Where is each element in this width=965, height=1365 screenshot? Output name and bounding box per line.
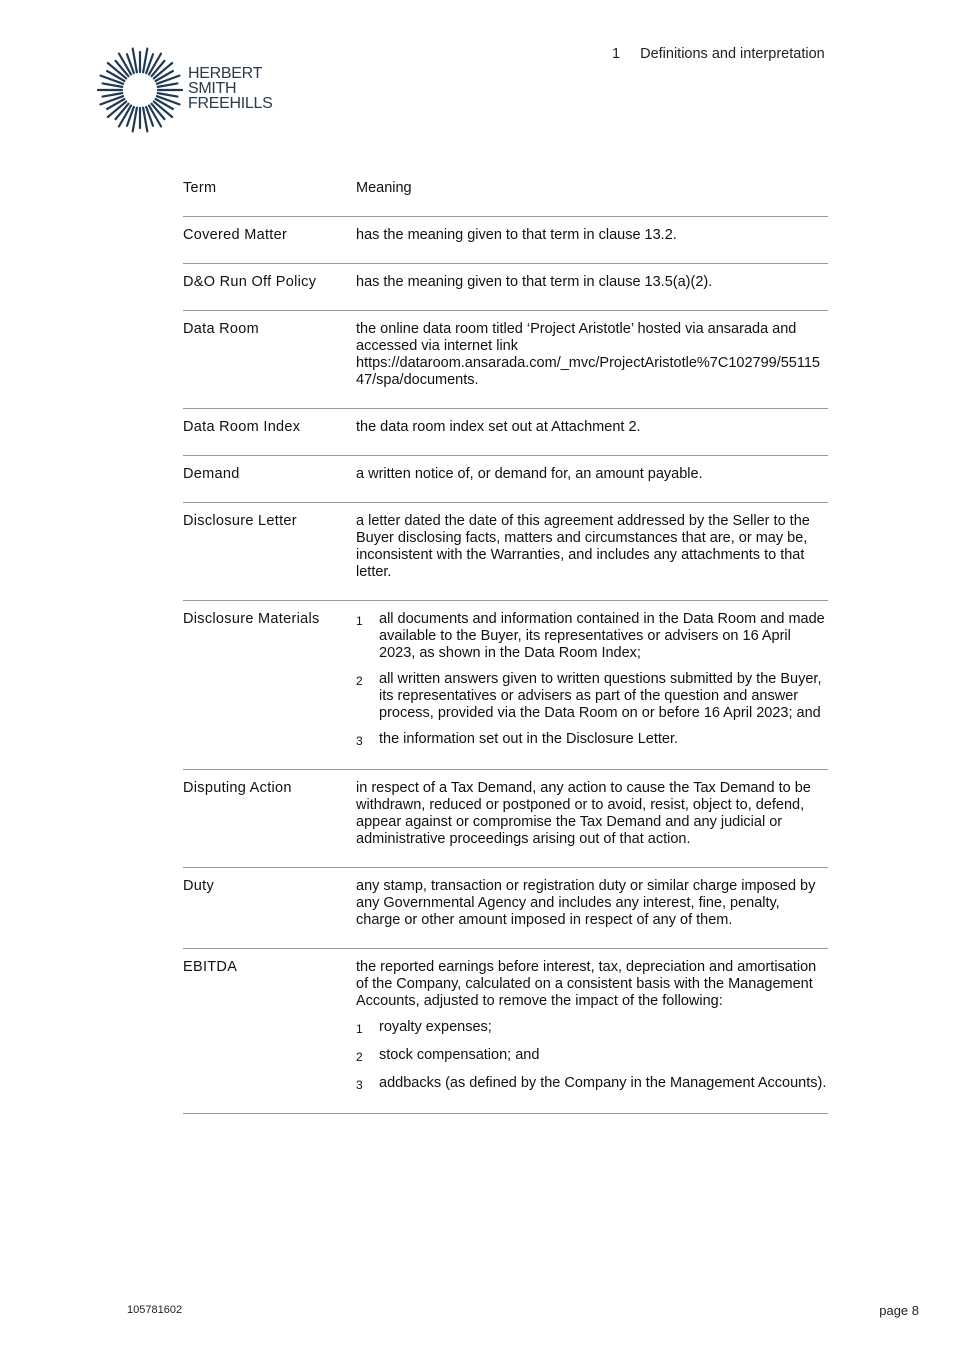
list-number: 3 [356, 734, 363, 748]
meaning-text: the reported earnings before interest, tax, depreciation and amortisation of the Company, calculated on a consistent basis with the Management Accounts, adjusted to remove the impact of the following: [356, 959, 817, 1009]
definition-meaning [356, 878, 828, 929]
column-header-term: Term [183, 180, 217, 196]
meaning-text: a letter dated the date of this agreement addressed by the Seller to the Buyer disclosing facts, matters and circumstances that are, or may be, inconsistent with the Warranties, and includes any attachments to that letter. [356, 513, 810, 580]
list-number: 2 [356, 1050, 363, 1064]
definition-term: Covered Matter [183, 227, 288, 243]
definition-term: Data Room Index [183, 419, 301, 435]
table-header-row [183, 172, 828, 217]
list-item [356, 1047, 828, 1066]
table-row [183, 949, 828, 1114]
list-text: all written answers given to written questions submitted by the Buyer, its representatives or advisers as part of the question and answer process, provided via the Data Room on or before 16 April 2023; and [379, 671, 822, 721]
meaning-text: in respect of a Tax Demand, any action to cause the Tax Demand to be withdrawn, reduced or postponed or to avoid, resist, object to, defend, appear against or compromise the Tax Demand and any judicial or administrative proceedings arising out of that action. [356, 780, 811, 847]
definitions-table [183, 172, 828, 1114]
list-text: all documents and information contained in the Data Room and made available to the Buyer, its representatives or advisers on 16 April 2023, as shown in the Data Room Index; [379, 611, 825, 661]
table-row [183, 456, 828, 503]
list-number: 1 [356, 614, 363, 628]
definition-meaning [356, 611, 828, 750]
list-text: the information set out in the Disclosure Letter. [379, 731, 679, 747]
sunburst-icon [96, 46, 184, 134]
meaning-text: a written notice of, or demand for, an amount payable. [356, 466, 703, 482]
list-item [356, 731, 828, 750]
list-number: 1 [356, 1022, 363, 1036]
table-row [183, 409, 828, 456]
definition-meaning [356, 274, 828, 291]
table-row [183, 217, 828, 264]
table-row [183, 264, 828, 311]
logo-line: HERBERT [188, 65, 263, 82]
definition-meaning [356, 227, 828, 244]
definition-term: Demand [183, 466, 240, 482]
definition-term: Data Room [183, 321, 260, 337]
section-title: Definitions and interpretation [640, 46, 825, 62]
table-row [183, 868, 828, 949]
document-id: 105781602 [127, 1304, 183, 1316]
logo-wordmark [188, 66, 272, 111]
definition-meaning [356, 780, 828, 848]
definition-term: D&O Run Off Policy [183, 274, 317, 290]
logo-line: FREEHILLS [188, 95, 273, 112]
definition-term: Disputing Action [183, 780, 292, 796]
column-header-meaning: Meaning [356, 180, 412, 196]
list-number: 2 [356, 674, 363, 688]
list-text: addbacks (as defined by the Company in the Management Accounts). [379, 1075, 827, 1091]
section-number: 1 [612, 46, 621, 62]
table-row [183, 503, 828, 601]
definition-term: Disclosure Letter [183, 513, 297, 529]
list-item [356, 611, 828, 662]
table-row [183, 601, 828, 770]
list-item [356, 671, 828, 722]
list-item [356, 1019, 828, 1038]
table-row [183, 770, 828, 868]
definition-term: EBITDA [183, 959, 238, 975]
definition-meaning [356, 513, 828, 581]
definition-term: Disclosure Materials [183, 611, 320, 627]
meaning-text: the data room index set out at Attachment 2. [356, 419, 641, 435]
list-number: 3 [356, 1078, 363, 1092]
list-text: royalty expenses; [379, 1019, 492, 1035]
firm-logo [96, 46, 276, 136]
definition-meaning [356, 321, 828, 389]
table-row [183, 311, 828, 409]
meaning-text: the online data room titled ‘Project Aristotle’ hosted via ansarada and accessed via internet link https://dataroom.ansarada.com/_mvc/ProjectAristotle%7C102799/5511547/spa/documents. [356, 321, 820, 388]
list-text: stock compensation; and [379, 1047, 540, 1063]
definition-meaning [356, 419, 828, 436]
list-item [356, 1075, 828, 1094]
meaning-text: has the meaning given to that term in clause 13.5(a)(2). [356, 274, 713, 290]
definition-term: Duty [183, 878, 215, 894]
meaning-text: any stamp, transaction or registration duty or similar charge imposed by any Governmental Agency and includes any interest, fine, penalty, charge or other amount imposed in respect of any of them. [356, 878, 816, 928]
definition-meaning [356, 959, 828, 1094]
definition-meaning [356, 466, 828, 483]
logo-line: SMITH [188, 80, 237, 97]
running-header [612, 46, 825, 62]
page-number: page 8 [879, 1303, 919, 1318]
meaning-text: has the meaning given to that term in clause 13.2. [356, 227, 677, 243]
